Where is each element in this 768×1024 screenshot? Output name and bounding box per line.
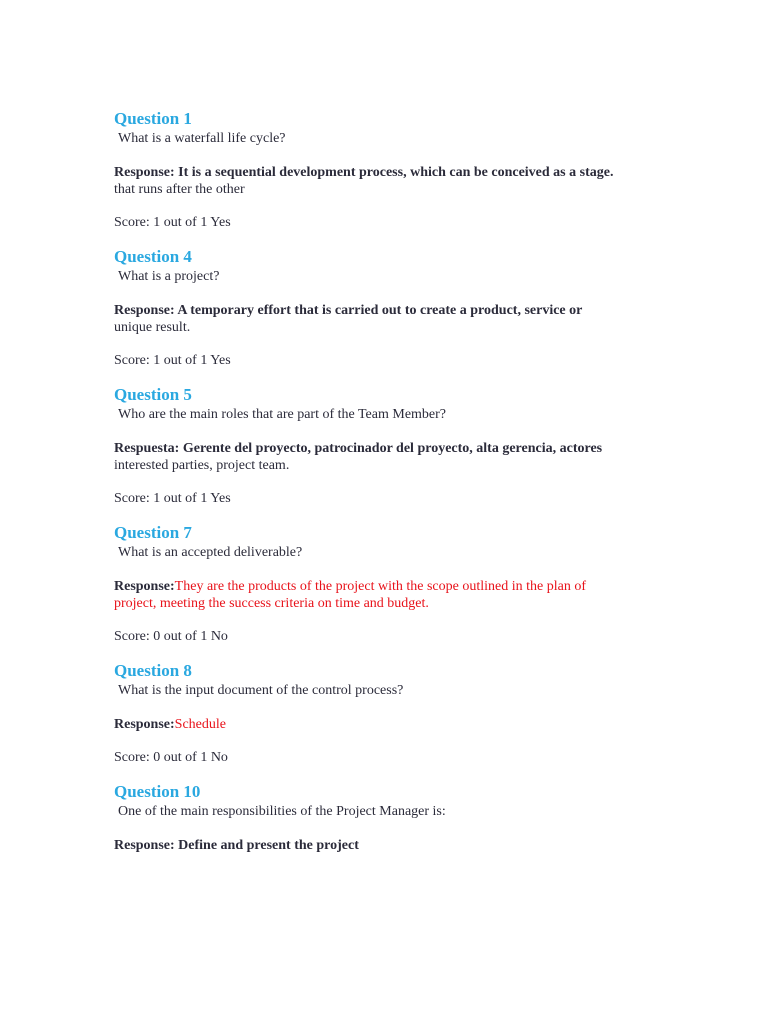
question-block-10 — [114, 781, 659, 854]
score-text: Score: 1 out of 1 Yes — [114, 491, 231, 506]
response-answer-continuation: interested parties, project team. — [114, 458, 290, 473]
score-text: Score: 0 out of 1 No — [114, 750, 228, 765]
response-answer: Define and present the project — [174, 838, 359, 853]
question-text: What is the input document of the control process? — [118, 683, 404, 698]
response-answer-continuation: unique result. — [114, 320, 191, 335]
question-block-5 — [114, 384, 659, 508]
question-heading: Question 10 — [114, 782, 201, 801]
question-heading: Question 5 — [114, 385, 192, 404]
question-text: What is an accepted deliverable? — [118, 545, 303, 560]
response — [114, 302, 659, 336]
response-label: Response: — [114, 165, 175, 180]
response-answer: Gerente del proyecto, patrocinador del proyecto, alta gerencia, actores — [179, 441, 603, 456]
question-block-4 — [114, 246, 659, 370]
response — [114, 837, 659, 854]
response-answer-incorrect: They are the products of the project with the scope outlined in the plan of — [174, 579, 586, 594]
response-answer: It is a sequential development process, which can be conceived as a stage. — [174, 165, 614, 180]
question-heading: Question 1 — [114, 109, 192, 128]
quiz-results — [114, 108, 659, 854]
response — [114, 440, 659, 474]
score-text: Score: 0 out of 1 No — [114, 629, 228, 644]
response-label: Respuesta: — [114, 441, 180, 456]
question-block-7 — [114, 522, 659, 646]
response — [114, 164, 659, 198]
question-text: One of the main responsibilities of the Project Manager is: — [118, 804, 446, 819]
score-text: Score: 1 out of 1 Yes — [114, 215, 231, 230]
response-label: Response: — [114, 717, 175, 732]
question-heading: Question 7 — [114, 523, 192, 542]
question-text: Who are the main roles that are part of the Team Member? — [118, 407, 447, 422]
response-label: Response: — [114, 303, 175, 318]
response-answer-continuation-incorrect: project, meeting the success criteria on time and budget. — [114, 596, 429, 611]
question-text: What is a waterfall life cycle? — [118, 131, 286, 146]
question-heading: Question 8 — [114, 661, 192, 680]
question-block-1 — [114, 108, 659, 232]
response — [114, 716, 659, 733]
response — [114, 578, 659, 612]
response-label: Response: — [114, 838, 175, 853]
question-text: What is a project? — [118, 269, 220, 284]
score-text: Score: 1 out of 1 Yes — [114, 353, 231, 368]
response-answer: A temporary effort that is carried out to create a product, service or — [174, 303, 583, 318]
question-block-8 — [114, 660, 659, 767]
question-heading: Question 4 — [114, 247, 192, 266]
response-label: Response: — [114, 579, 175, 594]
response-answer-incorrect: Schedule — [174, 717, 226, 732]
response-answer-continuation: that runs after the other — [114, 182, 245, 197]
